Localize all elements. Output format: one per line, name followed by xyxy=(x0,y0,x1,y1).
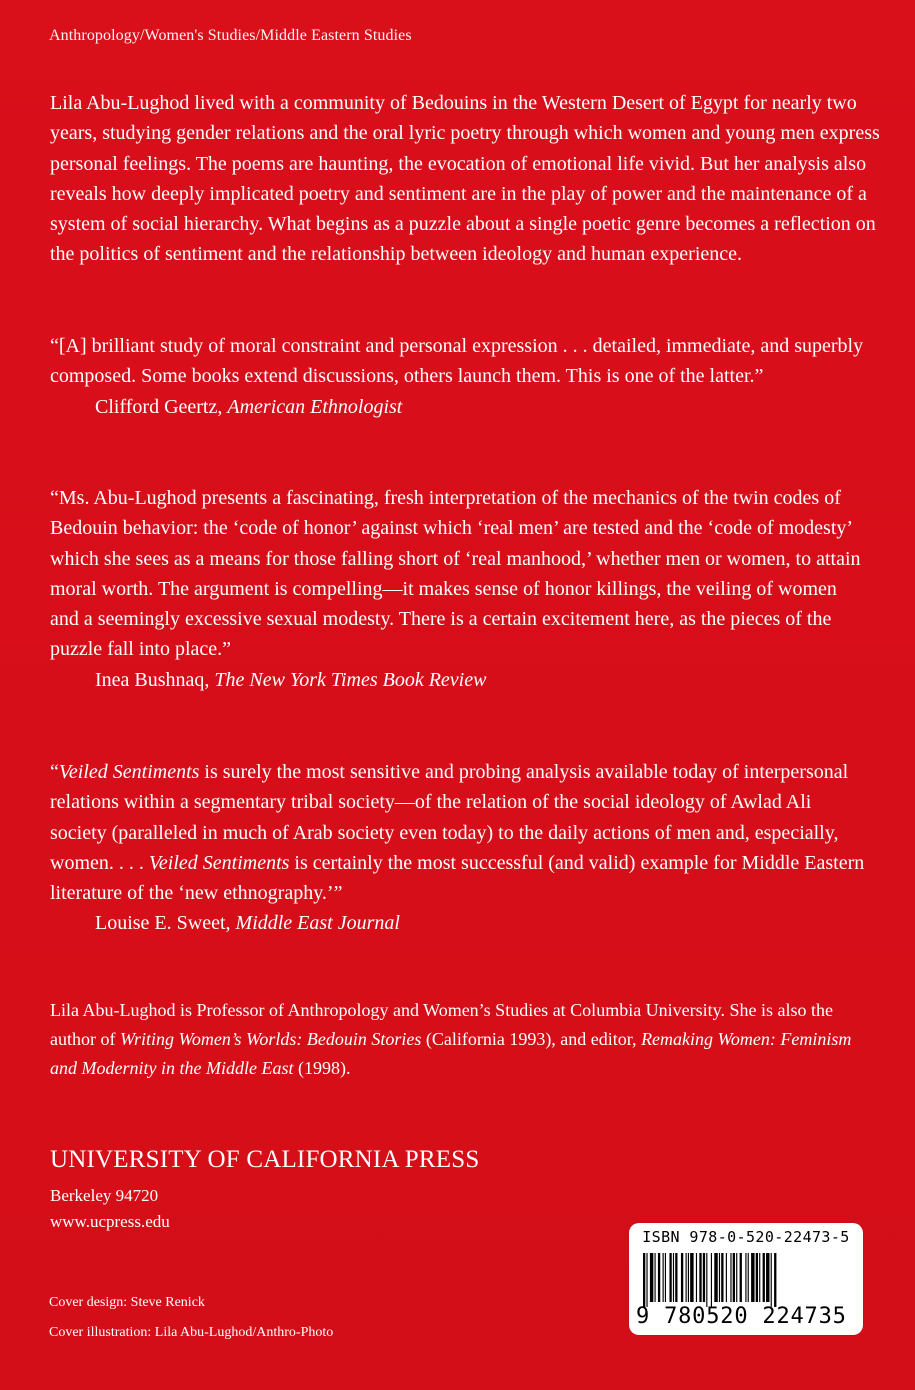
book-title: Veiled Sentiments xyxy=(58,761,200,783)
barcode-bar xyxy=(733,1253,735,1302)
review-author: Louise E. Sweet, xyxy=(95,912,231,935)
barcode-bar xyxy=(714,1253,717,1302)
review-author: Inea Bushnaq, xyxy=(95,668,210,691)
book-title: Writing Women’s Worlds: Bedouin Stories xyxy=(119,1029,422,1049)
review-attribution xyxy=(95,392,868,422)
isbn-label: ISBN 978-0-520-22473-5 xyxy=(642,1228,850,1246)
barcode-bar xyxy=(736,1253,737,1302)
barcode-bars xyxy=(643,1253,850,1307)
review-quote-bushnaq xyxy=(50,483,868,695)
barcode-bar xyxy=(673,1253,674,1302)
barcode-bar xyxy=(658,1253,660,1302)
barcode-bar xyxy=(669,1253,671,1302)
review-publication: Middle East Journal xyxy=(235,912,400,935)
review-attribution xyxy=(95,908,868,938)
barcode-bar xyxy=(696,1253,697,1302)
barcode-bar xyxy=(756,1253,758,1302)
summary-paragraph: Lila Abu-Lughod lived with a community of Bedouins in the Western Desert of Egypt for nearly two years, studying gender relations and the oral lyric poetry through which women and young men express personal feelings. The poems are haunting, the evocation of emotional life vivid. But her analysis also reveals how deeply implicated poetry and sentiment are in the play of power and the maintenance of a system of social hierarchy. What begins as a puzzle about a single poetic genre becomes a reflection on the politics of sentiment and the relationship between ideology and human experience. xyxy=(50,92,880,266)
barcode-bar xyxy=(745,1253,746,1302)
barcode-bar xyxy=(655,1253,656,1302)
barcode-bar xyxy=(650,1253,653,1302)
barcode-bar xyxy=(663,1253,664,1302)
review-text-part: is surely the most sensitive and probing analysis available today of interpersonal relations within a segmentary tribal society—of the relation of the social ideology of Awlad Ali society (paralleled in much of Arab society even today) to the daily actions of men and, especially, women. . . . xyxy=(50,761,849,874)
book-title: Veiled Sentiments xyxy=(148,851,290,874)
barcode-bar xyxy=(730,1253,731,1302)
review-publication: American Ethnologist xyxy=(227,395,403,418)
barcode-bar xyxy=(763,1253,765,1302)
barcode-bar xyxy=(774,1253,776,1307)
barcode-bar xyxy=(646,1253,647,1307)
barcode-bar xyxy=(681,1253,683,1302)
review-text: “Ms. Abu-Lughod presents a fascinating, fresh interpretation of the mechanics of the twin codes of Bedouin behavior: the ‘code of honor’ against which ‘real men’ are tested and the ‘code of modesty’ which she sees as a means for those falling short of ‘real manhood,’ whether men or women, to attain moral worth. The argument is compelling—it makes sense of honor killings, the veiling of women and a seemingly excessive sexual modesty. There is a certain excitement here, as the pieces of the puzzle fall into place.” xyxy=(50,487,861,661)
bio-text: (1998). xyxy=(293,1058,351,1078)
barcode-bar xyxy=(711,1253,712,1307)
barcode-bar xyxy=(771,1253,772,1307)
book-title: Remaking Women: Feminism and Modernity in the Middle East xyxy=(50,1029,852,1078)
barcode-bar xyxy=(740,1253,742,1302)
review-attribution xyxy=(95,665,868,695)
barcode-bar xyxy=(721,1253,723,1302)
review-text: “[A] brilliant study of moral constraint and personal expression . . . detailed, immediate, and superbly composed. Some books extend discussions, others launch them. This is one of the latter.” xyxy=(50,335,864,388)
barcode-bar xyxy=(703,1253,705,1302)
barcode-bar xyxy=(699,1253,701,1302)
barcode-bar xyxy=(706,1253,707,1307)
barcode-bar xyxy=(726,1253,727,1302)
barcode-bar xyxy=(759,1253,760,1302)
barcode-digits: 9 780520 224735 xyxy=(636,1304,847,1329)
review-author: Clifford Geertz, xyxy=(95,395,223,418)
category-label: Anthropology/Women's Studies/Middle Eastern Studies xyxy=(49,27,412,44)
cover-illustration-credit: Cover illustration: Lila Abu-Lughod/Anthro-Photo xyxy=(49,1325,334,1340)
bio-text: Lila Abu-Lughod is Professor of Anthropology and Women’s Studies at Columbia University. She is also the author of xyxy=(50,1000,833,1049)
review-publication: The New York Times Book Review xyxy=(214,668,487,691)
barcode-bar xyxy=(766,1253,769,1302)
barcode-bar xyxy=(748,1253,749,1302)
publisher-website: www.ucpress.edu xyxy=(50,1212,170,1231)
barcode-bar xyxy=(719,1253,720,1302)
barcode-bar xyxy=(686,1253,687,1302)
review-quote-sweet xyxy=(50,757,868,939)
barcode-bar xyxy=(751,1253,754,1302)
review-text-part: is certainly the most successful (and valid) example for Middle Eastern literature of the ‘new ethnography.’” xyxy=(50,851,865,905)
publisher-city: Berkeley 94720 xyxy=(50,1186,159,1205)
author-bio xyxy=(50,996,880,1083)
barcode-bar xyxy=(665,1253,666,1302)
barcode-bar xyxy=(688,1253,689,1302)
barcode-bar xyxy=(643,1253,645,1307)
publisher-name: UNIVERSITY OF CALIFORNIA PRESS xyxy=(50,1146,480,1173)
publisher-details xyxy=(50,1183,170,1235)
cover-credits xyxy=(49,1288,333,1348)
bio-text: (California 1993), and editor, xyxy=(421,1029,642,1049)
review-quote-geertz xyxy=(50,331,868,422)
isbn-barcode xyxy=(629,1223,863,1335)
barcode-bar xyxy=(690,1253,693,1302)
barcode-bar xyxy=(675,1253,677,1302)
review-text: “Veiled Sentiments is surely the most sensitive and probing analysis available today of interpersonal relations within a segmentary tribal society—of the relation of the social ideology of Awlad Ali society (paralleled in much of Arab society even today) to the daily actions of men and, especially, women. . . . Veiled Sentiments is certainly the most successful (and valid) example for Middle Eastern literature of the ‘new ethnography.’” xyxy=(50,761,865,905)
cover-design-credit: Cover design: Steve Renick xyxy=(49,1295,205,1310)
